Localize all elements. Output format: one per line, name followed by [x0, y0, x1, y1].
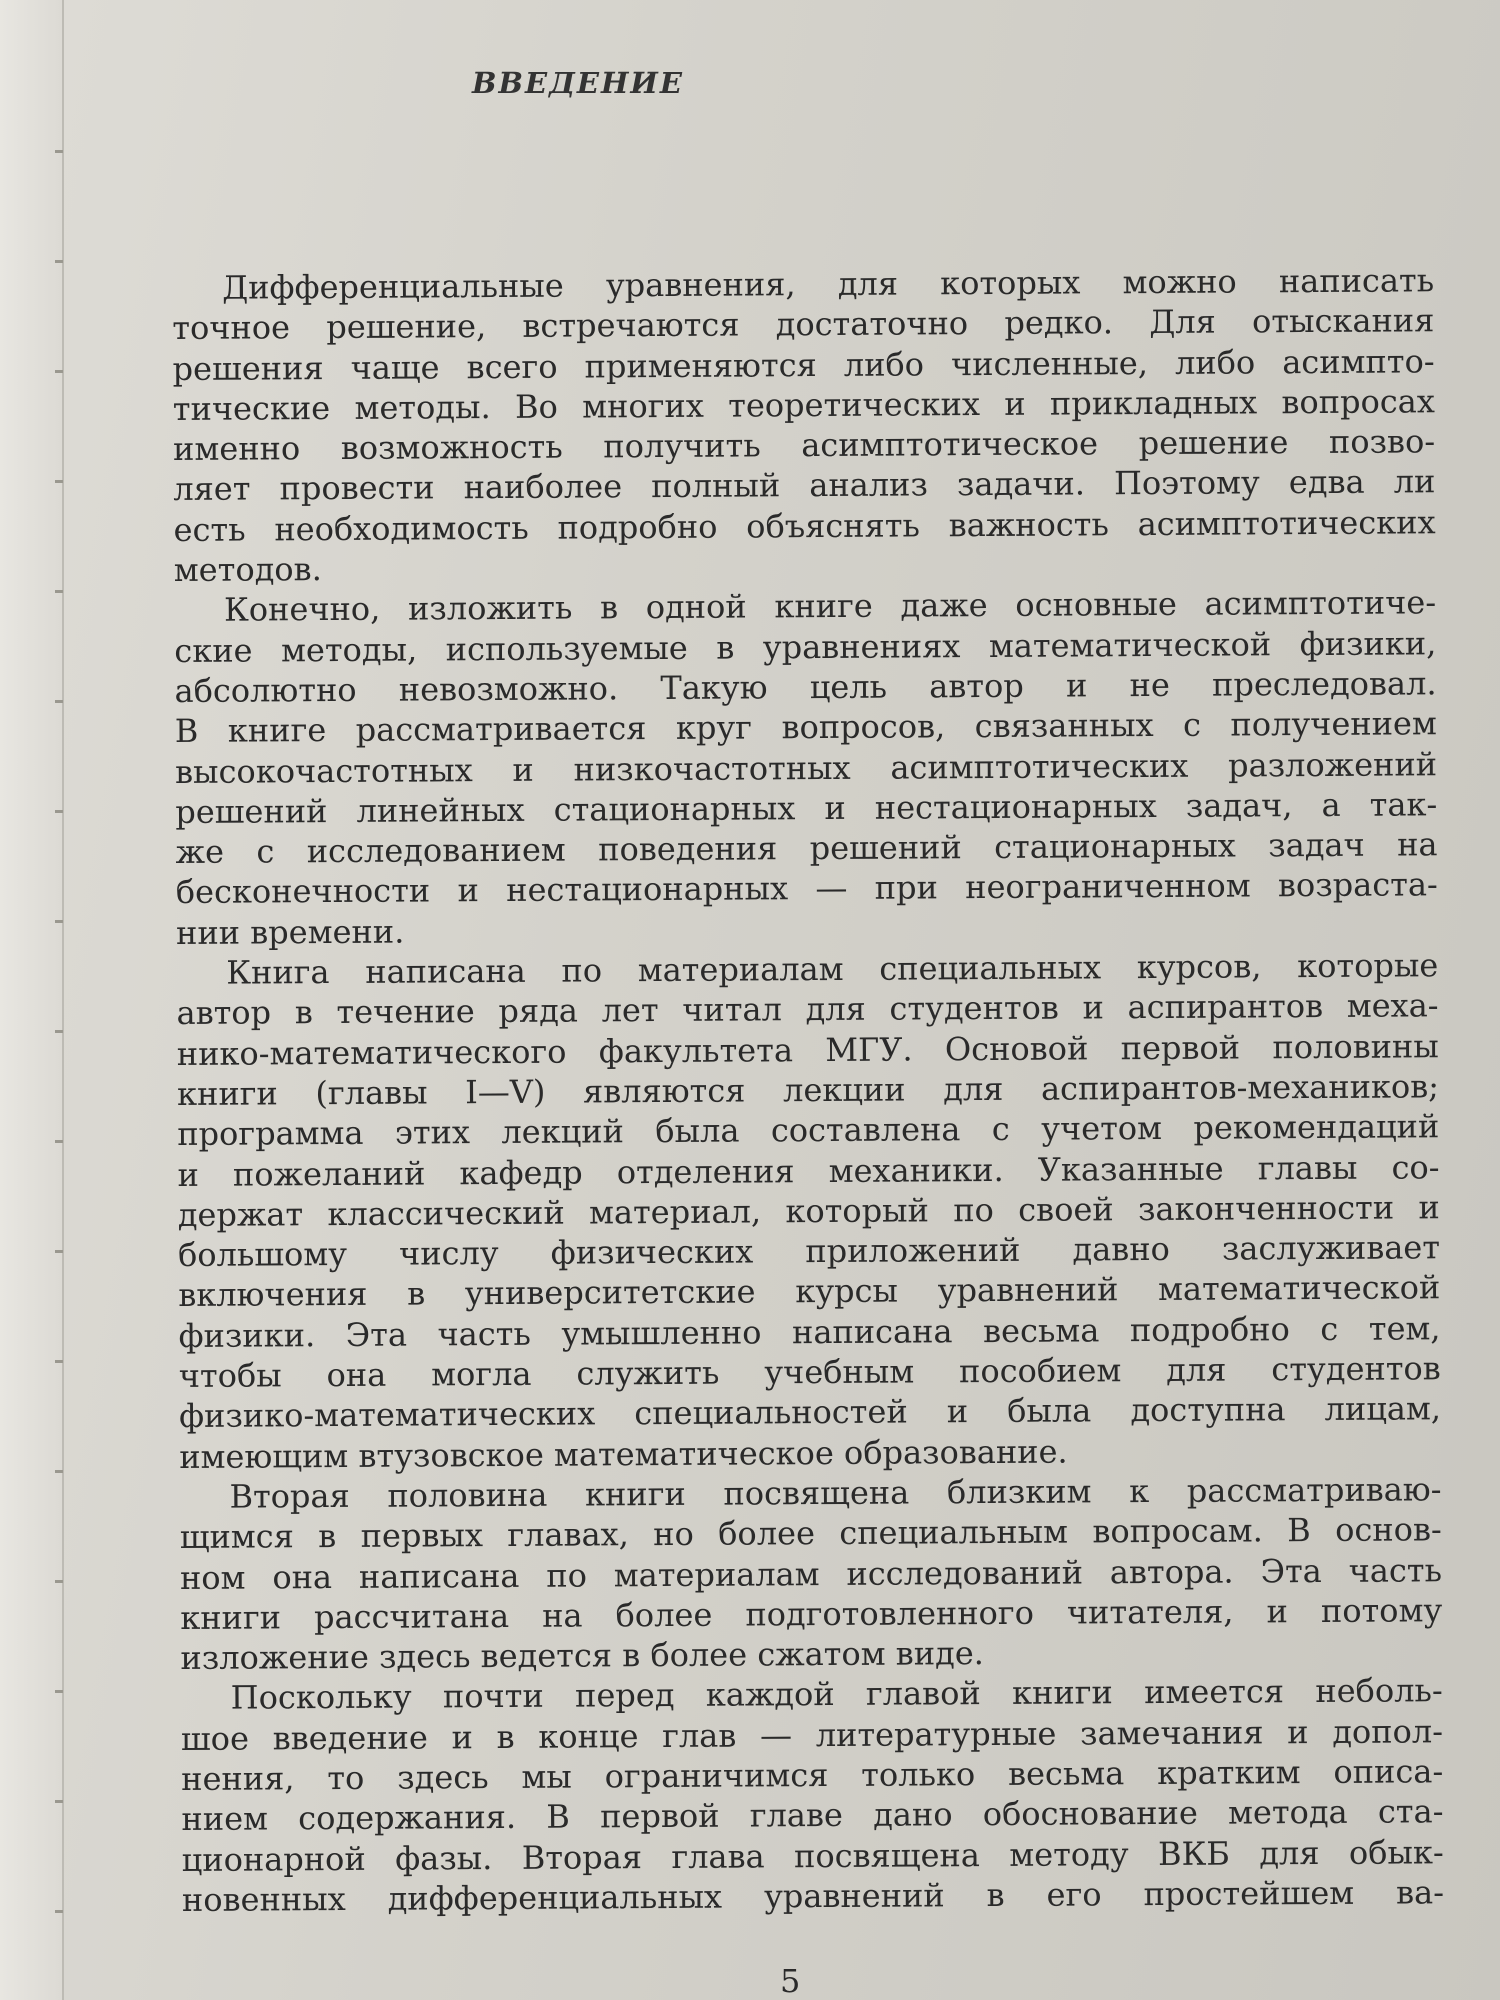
- binding-stitch: [55, 1690, 63, 1693]
- paragraph: [181, 1671, 1444, 1920]
- text-line: изложение здесь ведется в более сжатом виде.: [180, 1634, 985, 1678]
- text-line: решений линейных стационарных и нестационарных задач, а так-: [175, 785, 1438, 831]
- text-line: щимся в первых главах, но более специальным вопросам. В основ-: [179, 1510, 1442, 1557]
- text-line: новенных дифференциальных уравнений в его простейшем ва-: [181, 1873, 1445, 1919]
- text-line: именно возможность получить асимптотическое решение позво-: [172, 422, 1436, 469]
- text-line: большому числу физических приложений давно заслуживает: [177, 1228, 1441, 1275]
- text-line: Книга написана по материалам специальных курсов, которые: [226, 946, 1439, 992]
- text-line: В книге рассматривается круг вопросов, связанных с получением: [174, 704, 1437, 751]
- binding-stitch: [55, 1360, 63, 1363]
- text-line: Конечно, изложить в одной книге даже основные асимптотиче-: [223, 583, 1437, 630]
- text-line: автор в течение ряда лет читал для студентов и аспирантов меха-: [176, 986, 1439, 1033]
- paragraph: [176, 945, 1441, 1477]
- text-line: держат классический материал, который по своей законченности и: [177, 1188, 1440, 1234]
- binding-stitch: [55, 590, 63, 593]
- text-line: методов.: [173, 550, 322, 590]
- paragraph: [172, 260, 1436, 590]
- text-line: Поскольку почти перед каждой главой книги имеется неболь-: [230, 1671, 1443, 1718]
- text-line: книги рассчитана на более подготовленного читателя, и потому: [180, 1591, 1443, 1637]
- binding-stitch: [55, 1250, 63, 1253]
- text-line: книги (главы I—V) являются лекции для аспирантов-механиков;: [176, 1067, 1440, 1113]
- binding-stitch: [55, 920, 63, 923]
- text-line: тические методы. Во многих теоретических и прикладных вопросах: [172, 382, 1435, 428]
- binding-stitch: [55, 700, 63, 703]
- body-text: [172, 260, 1444, 1920]
- text-line: абсолютно невозможно. Такую цель автор и не преследовал.: [174, 664, 1437, 710]
- text-line: чтобы она могла служить учебным пособием для студентов: [178, 1349, 1441, 1395]
- text-line: Дифференциальные уравнения, для которых можно написать: [222, 261, 1435, 307]
- binding-stitch: [55, 1470, 63, 1473]
- text-line: точное решение, встречаются достаточно редко. Для отыскания: [172, 301, 1435, 348]
- text-line: шое введение и в конце глав — литературные замечания и допол-: [180, 1711, 1444, 1758]
- text-line: есть необходимость подробно объяснять важность асимптотических: [173, 503, 1436, 549]
- text-line: ские методы, используемые в уравнениях математической физики,: [174, 623, 1437, 670]
- page-edge: [0, 0, 64, 2000]
- text-line: включения в университетские курсы уравнений математической: [178, 1268, 1441, 1315]
- text-line: Вторая половина книги посвящена близким к рассматриваю-: [229, 1470, 1442, 1516]
- paragraph: [179, 1469, 1442, 1678]
- text-line: и пожеланий кафедр отделения механики. Указанные главы со-: [177, 1147, 1440, 1194]
- binding-stitch: [55, 1800, 63, 1803]
- text-line: программа этих лекций была составлена с учетом рекомендаций: [177, 1107, 1440, 1154]
- text-line: высокочастотных и низкочастотных асимптотических разложений: [174, 744, 1438, 791]
- binding-stitch: [55, 370, 63, 373]
- text-line: физико-математических специальностей и была доступна лицам,: [178, 1389, 1442, 1436]
- text-line: решения чаще всего применяются либо численные, либо асимпто-: [172, 341, 1435, 388]
- page-number: 5: [780, 1962, 801, 2000]
- binding-stitch: [55, 1580, 63, 1583]
- binding-stitch: [55, 810, 63, 813]
- paragraph: [174, 583, 1438, 953]
- text-line: нико-математического факультета МГУ. Основой первой половины: [176, 1026, 1439, 1073]
- text-line: же с исследованием поведения решений стационарных задач на: [175, 825, 1438, 872]
- binding-stitch: [55, 1140, 63, 1143]
- binding-stitch: [55, 260, 63, 263]
- text-line: нием содержания. В первой главе дано обоснование метода ста-: [181, 1792, 1444, 1839]
- binding-stitch: [55, 150, 63, 153]
- chapter-title: ВВЕДЕНИЕ: [472, 66, 684, 100]
- text-line: нии времени.: [175, 912, 405, 952]
- text-line: физики. Эта часть умышленно написана весьма подробно с тем,: [178, 1308, 1441, 1355]
- text-line: имеющим втузовское математическое образование.: [179, 1432, 1068, 1476]
- text-line: нения, то здесь мы ограничимся только весьма кратким описа-: [181, 1752, 1444, 1798]
- text-line: ционарной фазы. Вторая глава посвящена методу ВКБ для обык-: [181, 1832, 1444, 1879]
- text-line: бесконечности и нестационарных — при неограниченном возраста-: [175, 865, 1438, 912]
- binding-stitch: [55, 1910, 63, 1913]
- text-line: ном она написана по материалам исследований автора. Эта часть: [179, 1550, 1443, 1597]
- binding-stitch: [55, 1030, 63, 1033]
- text-line: ляет провести наиболее полный анализ задачи. Поэтому едва ли: [173, 462, 1436, 509]
- binding-stitch: [55, 480, 63, 483]
